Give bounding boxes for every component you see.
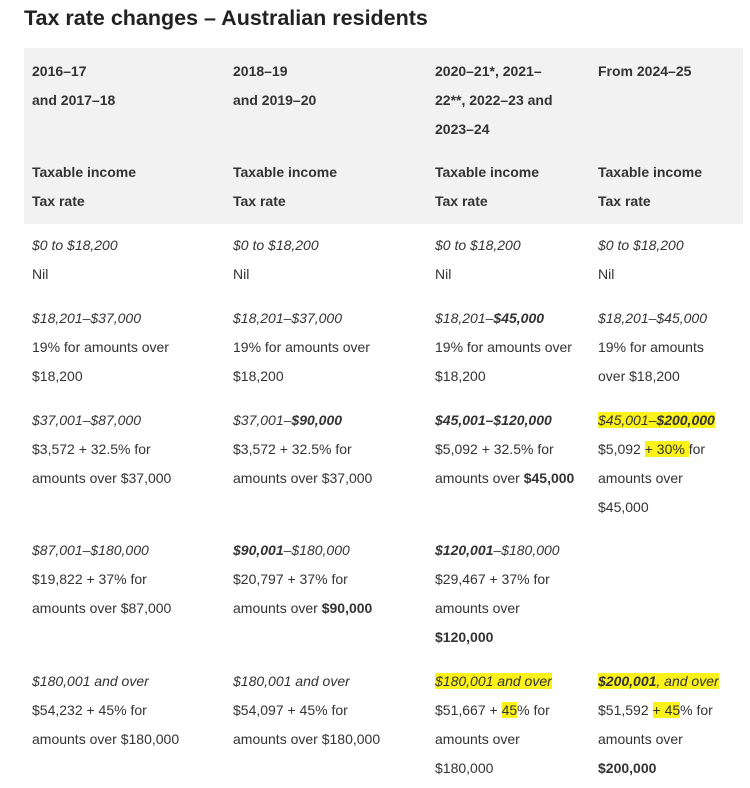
rate-text: 19% for amounts over	[233, 339, 370, 355]
tax-rate-label: Tax rate	[598, 193, 651, 209]
income-range	[233, 406, 372, 435]
income-part: $37,001–	[233, 412, 292, 428]
income-part-changed: $45,000	[493, 310, 545, 326]
bracket-cell	[435, 231, 521, 289]
rate-text: amounts over	[435, 731, 520, 747]
rate-part: $51,592	[598, 702, 653, 718]
rate-text: $29,467 + 37% for	[435, 571, 550, 587]
income-range: $0 to $18,200	[233, 237, 319, 253]
bracket-cell	[233, 536, 372, 623]
rate-part-changed: $90,000	[321, 600, 373, 616]
rate-text: Nil	[598, 266, 615, 282]
income-part-changed: $120,001	[435, 542, 494, 558]
rate-text: amounts over $180,000	[233, 731, 381, 747]
bracket-cell	[233, 406, 372, 493]
rate-part-changed: $45,000	[523, 470, 575, 486]
rate-part: $5,092	[598, 441, 645, 457]
rate-text: 19% for amounts over	[32, 339, 169, 355]
income-range: $180,001 and over	[233, 673, 350, 689]
income-range: $0 to $18,200	[32, 237, 118, 253]
bracket-cell	[435, 304, 572, 391]
rate-text	[598, 435, 715, 464]
period-line: 2023–24	[435, 121, 490, 137]
column-sub-header	[233, 158, 337, 216]
income-part-changed: $90,001	[233, 542, 284, 558]
income-part-changed: $200,001	[598, 673, 657, 689]
rate-part: % for	[680, 702, 713, 718]
rate-text: $18,200	[435, 368, 486, 384]
column-sub-header	[598, 158, 702, 216]
rate-highlight: + 45	[652, 702, 681, 718]
taxable-income-label: Taxable income	[598, 164, 703, 180]
bracket-cell	[233, 231, 319, 289]
bracket-cell	[32, 536, 171, 623]
column-period-header	[32, 57, 115, 115]
rate-text: $5,092 + 32.5% for	[435, 441, 554, 457]
income-part-changed: $200,000	[656, 412, 715, 428]
page-title: Tax rate changes – Australian residents	[24, 6, 428, 30]
income-range: $37,001–$87,000	[32, 412, 141, 428]
income-highlight: $180,001 and over	[435, 673, 552, 689]
period-line: 2018–19	[233, 63, 288, 79]
column-sub-header	[435, 158, 539, 216]
rate-text	[233, 594, 372, 623]
rate-text: $20,797 + 37% for	[233, 571, 348, 587]
taxable-income-label: Taxable income	[32, 164, 137, 180]
income-range: $18,201–$45,000	[598, 310, 707, 326]
income-range	[435, 536, 560, 565]
bracket-cell	[598, 304, 707, 391]
rate-text: 19% for amounts over	[435, 339, 572, 355]
rate-text: 19% for amounts	[598, 339, 704, 355]
period-line: 22**, 2022–23 and	[435, 92, 553, 108]
rate-text: amounts over	[598, 470, 683, 486]
rate-text	[435, 464, 574, 493]
column-period-header	[435, 57, 553, 144]
income-part: –$180,000	[493, 542, 560, 558]
rate-text: amounts over	[435, 600, 520, 616]
income-range: $0 to $18,200	[598, 237, 684, 253]
rate-text: Nil	[32, 266, 49, 282]
rate-text: amounts over $37,000	[32, 470, 172, 486]
income-part: $45,001–	[598, 412, 657, 428]
rate-text: $54,232 + 45% for	[32, 702, 147, 718]
rate-part: amounts over	[435, 470, 524, 486]
income-part-changed: $90,000	[291, 412, 343, 428]
income-range: $18,201–$37,000	[32, 310, 141, 326]
period-line: and 2017–18	[32, 92, 116, 108]
bracket-cell	[32, 304, 169, 391]
income-part: , and over	[656, 673, 719, 689]
bracket-cell	[435, 536, 560, 652]
column-period-header	[598, 57, 691, 86]
bracket-cell	[598, 231, 684, 289]
rate-part: for	[688, 441, 706, 457]
bracket-cell	[32, 406, 171, 493]
rate-text: over $18,200	[598, 368, 680, 384]
rate-text: $120,000	[435, 629, 494, 645]
rate-part: $51,667 +	[435, 702, 502, 718]
rate-text: $3,572 + 32.5% for	[32, 441, 151, 457]
income-highlight	[598, 412, 715, 428]
bracket-cell	[435, 406, 574, 493]
income-range	[435, 667, 552, 696]
income-range: $87,001–$180,000	[32, 542, 149, 558]
rate-text: Nil	[233, 266, 250, 282]
taxable-income-label: Taxable income	[435, 164, 540, 180]
income-range: $180,001 and over	[32, 673, 149, 689]
rate-text: $180,000	[435, 760, 494, 776]
tax-rate-label: Tax rate	[233, 193, 286, 209]
rate-text: amounts over $87,000	[32, 600, 172, 616]
rate-text: $54,097 + 45% for	[233, 702, 348, 718]
rate-text: amounts over	[598, 731, 683, 747]
income-highlight	[598, 673, 719, 689]
period-line: and 2019–20	[233, 92, 317, 108]
rate-text: amounts over $37,000	[233, 470, 373, 486]
rate-text: $19,822 + 37% for	[32, 571, 147, 587]
income-range	[598, 667, 719, 696]
rate-text: $45,000	[598, 499, 649, 515]
rate-text: $18,200	[32, 368, 83, 384]
rate-part: % for	[517, 702, 550, 718]
tax-rate-label: Tax rate	[32, 193, 85, 209]
bracket-cell	[598, 667, 719, 783]
rate-text: $18,200	[233, 368, 284, 384]
income-part: $18,201–	[435, 310, 494, 326]
income-range	[233, 536, 372, 565]
rate-text: $3,572 + 32.5% for	[233, 441, 352, 457]
rate-text: amounts over $180,000	[32, 731, 180, 747]
income-range: $18,201–$37,000	[233, 310, 342, 326]
tax-rate-label: Tax rate	[435, 193, 488, 209]
bracket-cell	[233, 304, 370, 391]
column-period-header	[233, 57, 316, 115]
rate-highlight: + 30%	[644, 441, 689, 457]
rate-highlight: 45	[501, 702, 518, 718]
rate-text	[598, 696, 719, 725]
column-sub-header	[32, 158, 136, 216]
rate-text: $200,000	[598, 760, 657, 776]
bracket-cell	[32, 231, 118, 289]
income-range	[435, 304, 572, 333]
rate-part: amounts over	[233, 600, 322, 616]
income-part: –$180,000	[283, 542, 350, 558]
income-range: $0 to $18,200	[435, 237, 521, 253]
rate-text	[435, 696, 552, 725]
rate-text: Nil	[435, 266, 452, 282]
bracket-cell	[32, 667, 179, 754]
taxable-income-label: Taxable income	[233, 164, 338, 180]
income-range: $45,001–$120,000	[435, 412, 552, 428]
period-line: From 2024–25	[598, 63, 692, 79]
period-line: 2020–21*, 2021–	[435, 63, 542, 79]
bracket-cell	[233, 667, 380, 754]
bracket-cell	[435, 667, 552, 783]
bracket-cell	[598, 406, 715, 522]
period-line: 2016–17	[32, 63, 87, 79]
income-range	[598, 406, 715, 435]
